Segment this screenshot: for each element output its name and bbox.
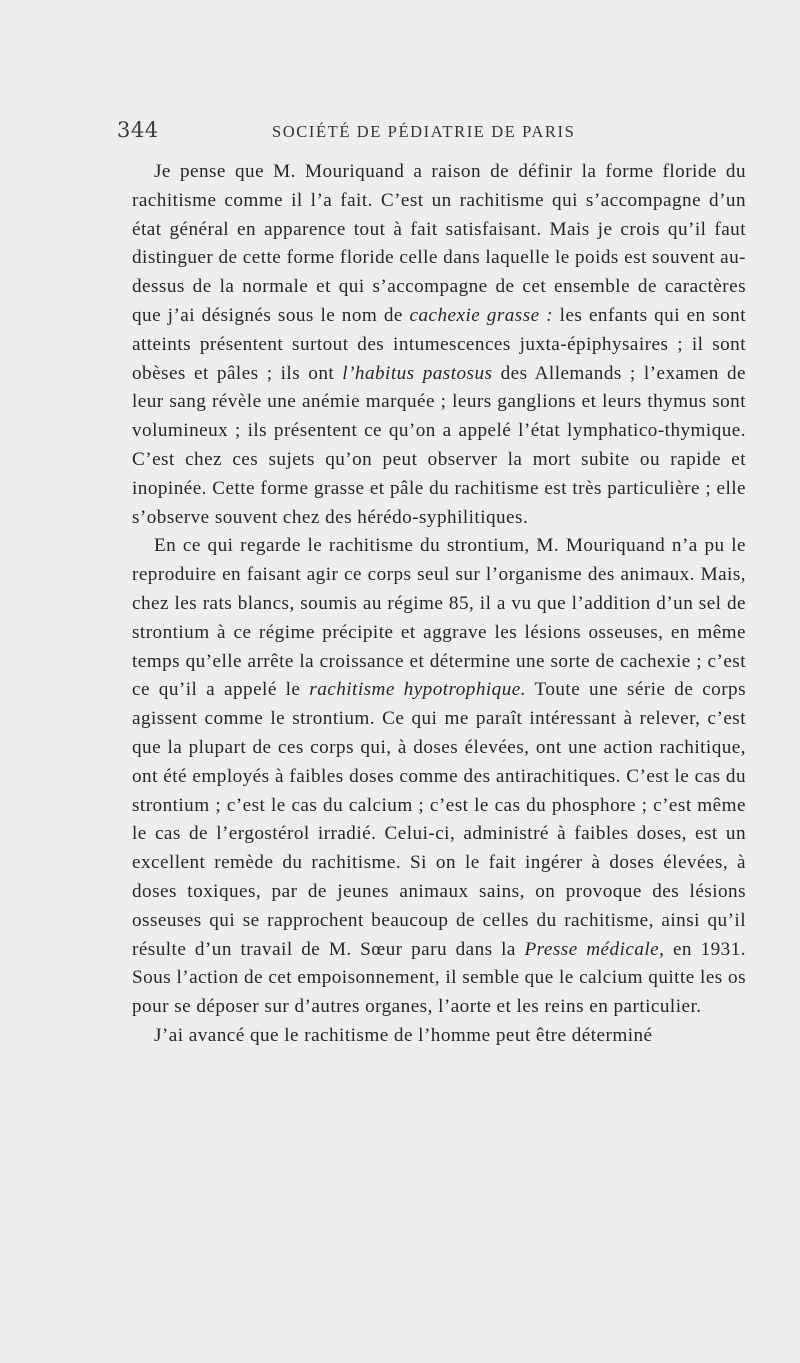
italic-term: cachexie grasse : bbox=[409, 304, 554, 326]
text-span: les enfants qui en sont atteints présentent surtout des intumescences juxta-épiphysaires ; il sont obèses et pâles ; ils ont bbox=[132, 304, 746, 384]
text-span: des Allemands ; l’examen de leur sang révèle une anémie marquée ; leurs ganglions et leurs thymus sont volumineux ; ils présentent ce qu’on a appelé l’état lymphatico-thymique. C’est chez ces sujets qu’on peut observer la mort subite ou rapide et inopinée. Cette forme grasse et pâle du rachitisme est très particulière ; elle s’observe souvent chez des hérédo-syphilitiques. bbox=[132, 362, 746, 528]
page-number: 344 bbox=[117, 118, 159, 142]
body-text bbox=[132, 158, 746, 1051]
italic-term: l’habitus pastosus bbox=[342, 362, 493, 384]
paragraph-1 bbox=[132, 158, 746, 532]
text-span: J’ai avancé que le rachitisme de l’homme peut être déterminé bbox=[154, 1024, 653, 1046]
page-header bbox=[0, 118, 800, 148]
text-span: en 1931. Sous l’action de cet empoisonnement, il semble que le calcium quitte les os pour se déposer sur d’autres organes, l’aorte et les reins en particulier. bbox=[132, 938, 746, 1018]
text-span: En ce qui regarde le rachitisme du strontium, M. Mouriquand n’a pu le reproduire en faisant agir ce corps seul sur l’organisme des animaux. Mais, chez les rats blancs, soumis au régime 85, il a vu que l’addition d’un sel de strontium à ce régime précipite et aggrave les lésions osseuses, en même temps qu’elle arrête la croissance et détermine une sorte de cachexie ; c’est ce qu’il a appelé le bbox=[132, 535, 746, 701]
text-span: Je pense que M. Mouriquand a raison de définir la forme floride du rachitisme comme il l’a fait. C’est un rachitisme qui s’accompagne d’un état général en apparence tout à fait satisfaisant. Mais je crois qu’il faut distinguer de cette forme floride celle dans laquelle le poids est souvent au-dessus de la normale et qui s’accompagne de cet ensemble de caractères que j’ai désignés sous le nom de bbox=[132, 161, 746, 326]
running-title: SOCIÉTÉ DE PÉDIATRIE DE PARIS bbox=[272, 122, 576, 141]
text-span: Toute une série de corps agissent comme le strontium. Ce qui me paraît intéressant à relever, c’est que la plupart de ces corps qui, à doses élevées, ont une action rachitique, ont été employés à faibles doses comme des antirachitiques. C’est le cas du strontium ; c’est le cas du calcium ; c’est le cas du phosphore ; c’est même le cas de l’ergostérol irradié. Celui-ci, administré à faibles doses, est un excellent remède du rachitisme. Si on le fait ingérer à doses élevées, à doses toxiques, par de jeunes animaux sains, on provoque des lésions osseuses qui se rapprochent beaucoup de celles du rachitisme, ainsi qu’il résulte d’un travail de M. Sœur paru dans la bbox=[132, 679, 747, 960]
paragraph-3 bbox=[132, 1022, 746, 1051]
italic-term: Presse médicale, bbox=[524, 938, 665, 960]
italic-term: rachitisme hypotrophique. bbox=[309, 679, 526, 701]
paragraph-2 bbox=[132, 532, 746, 1022]
